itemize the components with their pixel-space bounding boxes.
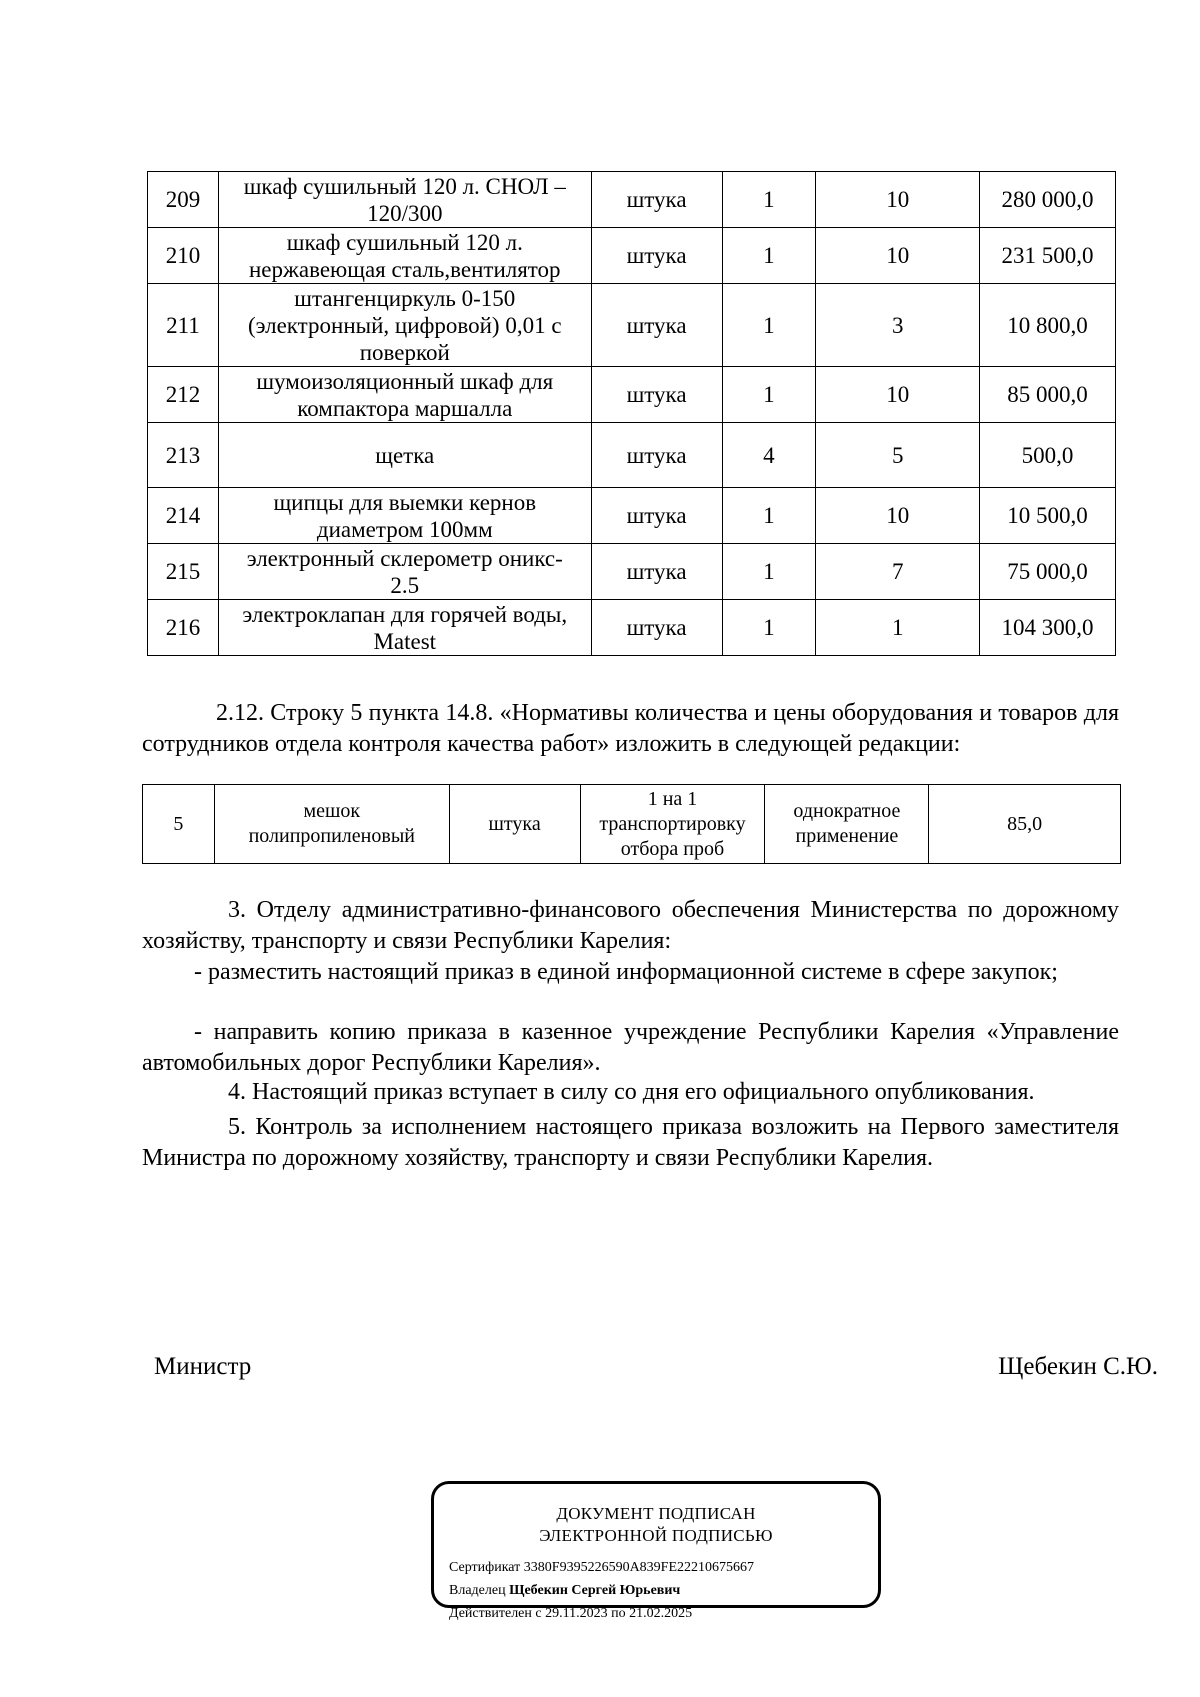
name-line: диаметром 100мм (316, 516, 493, 542)
cell-qty: 1 (722, 284, 816, 367)
name-line: 120/300 (367, 200, 443, 226)
cell-no: 212 (148, 367, 219, 423)
cell-no: 214 (148, 488, 219, 544)
stamp-validity (449, 1606, 692, 1622)
norm-line: 1 на 1 (647, 787, 698, 810)
cell-name (218, 488, 591, 544)
cell-no: 5 (143, 785, 215, 864)
table-row (148, 284, 1116, 367)
stamp-valid-from: 29.11.2023 (545, 1606, 608, 1621)
cell-years: 5 (816, 423, 980, 488)
cell-name (218, 284, 591, 367)
table-row (148, 172, 1116, 228)
name-line: шкаф сушильный 120 л. (286, 229, 523, 255)
cell-price: 231 500,0 (980, 228, 1116, 284)
cell-price: 280 000,0 (980, 172, 1116, 228)
stamp-valid-to: 21.02.2025 (629, 1606, 693, 1621)
paragraph-5: 5. Контроль за исполнением настоящего приказа возложить на Первого заместителя Министра по дорожному хозяйству, транспорту и связи Республики Карелия. (142, 1114, 1119, 1171)
cell-unit: штука (591, 544, 722, 600)
cell-name (214, 785, 449, 864)
name-line: нержавеющая сталь,вентилятор (249, 256, 561, 282)
cell-no: 215 (148, 544, 219, 600)
cell-name (218, 367, 591, 423)
table-row (148, 228, 1116, 284)
paragraph-3-bullet-2: - направить копию приказа в казенное учреждение Республики Карелия «Управление автомобильных дорог Республики Карелия». (142, 1019, 1119, 1076)
cell-qty: 1 (722, 172, 816, 228)
cell-no: 216 (148, 600, 219, 656)
table-row (143, 785, 1121, 864)
cell-no: 209 (148, 172, 219, 228)
table-row (148, 488, 1116, 544)
cell-unit: штука (591, 600, 722, 656)
cell-price: 10 500,0 (980, 488, 1116, 544)
stamp-cert-value: 3380F9395226590A839FE22210675667 (523, 1560, 755, 1575)
cell-qty: 1 (722, 600, 816, 656)
cell-unit: штука (591, 367, 722, 423)
cell-price: 104 300,0 (980, 600, 1116, 656)
paragraph-4: 4. Настоящий приказ вступает в силу со дня его официального опубликования. (228, 1079, 1035, 1105)
norm-line: отбора проб (620, 837, 725, 860)
name-line: штангенциркуль 0-150 (294, 285, 516, 311)
table-row (148, 600, 1116, 656)
stamp-owner (449, 1583, 680, 1599)
cell-years: 10 (816, 172, 980, 228)
name-line: (электронный, цифровой) 0,01 с (248, 312, 562, 338)
stamp-owner-value: Щебекин Сергей Юрьевич (509, 1583, 681, 1598)
paragraph-3: 3. Отделу административно-финансового обеспечения Министерства по дорожному хозяйству, транспорту и связи Республики Карелия: (142, 897, 1119, 954)
name-line: мешок (303, 800, 361, 822)
cell-years: 7 (816, 544, 980, 600)
cell-name (218, 544, 591, 600)
norm-line: транспортировку (599, 812, 746, 835)
equipment-table (147, 171, 1116, 656)
cell-years: 10 (816, 367, 980, 423)
name-line: электронный склерометр оникс- (246, 545, 563, 571)
cell-price: 85 000,0 (980, 367, 1116, 423)
table-row (148, 367, 1116, 423)
cell-name (218, 228, 591, 284)
cell-qty: 1 (722, 488, 816, 544)
cell-years: 3 (816, 284, 980, 367)
name-line: щетка (375, 442, 435, 468)
stamp-valid-from-prefix: с (535, 1606, 542, 1621)
name-line: полипропиленовый (248, 825, 415, 847)
cell-price: 10 800,0 (980, 284, 1116, 367)
paragraph-3-bullet-1: - разместить настоящий приказ в единой информационной системе в сфере закупок; (194, 959, 1058, 985)
cell-years: 1 (816, 600, 980, 656)
electronic-signature-stamp (431, 1481, 881, 1621)
name-line: 2.5 (390, 572, 420, 598)
cell-name (218, 600, 591, 656)
cell-years: 10 (816, 488, 980, 544)
name-line: Matest (373, 628, 437, 654)
stamp-cert-label: Сертификат (449, 1560, 521, 1575)
stamp-title-line1: ДОКУМЕНТ ПОДПИСАН (556, 1504, 756, 1523)
table-row (148, 544, 1116, 600)
cell-unit: штука (591, 284, 722, 367)
stamp-title-line2: ЭЛЕКТРОННОЙ ПОДПИСЬЮ (539, 1526, 773, 1545)
name-line: щипцы для выемки кернов (273, 489, 537, 515)
name-line: поверкой (359, 339, 450, 365)
cell-usage (765, 785, 929, 864)
stamp-owner-label: Владелец (449, 1583, 506, 1598)
bag-table (142, 784, 1121, 864)
name-line: компактора маршалла (297, 395, 513, 421)
name-line: шумоизоляционный шкаф для (256, 368, 554, 394)
stamp-valid-label: Действителен (449, 1606, 532, 1621)
signature-position: Министр (154, 1353, 252, 1380)
cell-qty: 1 (722, 367, 816, 423)
cell-unit: штука (591, 423, 722, 488)
stamp-valid-to-prefix: по (611, 1606, 626, 1621)
cell-no: 213 (148, 423, 219, 488)
cell-unit: штука (591, 488, 722, 544)
cell-qty: 4 (722, 423, 816, 488)
cell-unit: штука (591, 228, 722, 284)
cell-qty: 1 (722, 544, 816, 600)
cell-no: 211 (148, 284, 219, 367)
cell-years: 10 (816, 228, 980, 284)
cell-norm (580, 785, 765, 864)
cell-price: 75 000,0 (980, 544, 1116, 600)
signature-name: Щебекин С.Ю. (998, 1353, 1158, 1380)
stamp-certificate (449, 1560, 754, 1576)
usage-line: однократное (793, 800, 901, 822)
cell-price: 500,0 (980, 423, 1116, 488)
cell-qty: 1 (722, 228, 816, 284)
paragraph-2-12: 2.12. Строку 5 пункта 14.8. «Нормативы количества и цены оборудования и товаров для сотрудников отдела контроля качества работ» изложить в следующей редакции: (142, 700, 1119, 757)
usage-line: применение (795, 825, 899, 847)
cell-unit: штука (449, 785, 580, 864)
cell-no: 210 (148, 228, 219, 284)
cell-name (218, 172, 591, 228)
cell-name (218, 423, 591, 488)
cell-price: 85,0 (929, 785, 1121, 864)
table-row (148, 423, 1116, 488)
name-line: шкаф сушильный 120 л. СНОЛ – (243, 173, 566, 199)
cell-unit: штука (591, 172, 722, 228)
name-line: электроклапан для горячей воды, (242, 601, 568, 627)
